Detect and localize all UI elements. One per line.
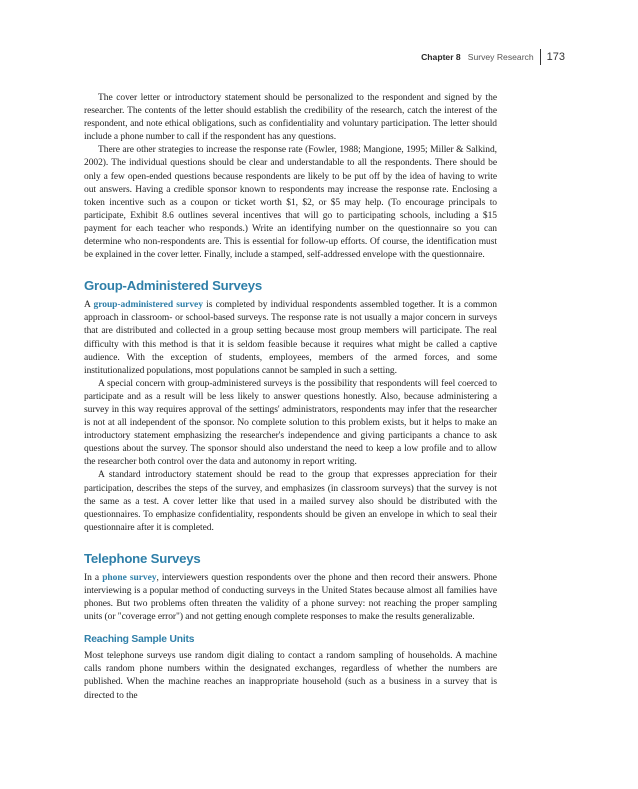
term-phone-survey: phone survey: [102, 572, 157, 583]
group-paragraph-2: A special concern with group-administered surveys is the possibility that respondents will feel coerced to participate and as a result will be less likely to answer questions honestly. Also, because administering a survey in this way requires approval of the settings' administrators, respondents may infer that the researcher is not at all independent of the sponsor. No complete solution to this problem exists, but it helps to make an introductory statement emphasizing the researcher's independence and giving participants a chance to ask questions about the survey. The sponsor should also understand the need to keep a low profile and to allow the researcher both control over the data and autonomy in report writing.: [84, 378, 497, 468]
group-paragraph-3: A standard introductory statement should be read to the group that expresses appreciation for their participation, describes the steps of the survey, and emphasizes (in classroom surveys) that the survey is not the same as a test. A cover letter like that used in a mailed survey also should be distributed with the questionnaires. To emphasize confidentiality, respondents should be given an envelope in which to seal their questionnaire after it is completed.: [84, 470, 497, 533]
group-paragraph-1-lead: A: [84, 300, 94, 311]
term-group-administered-survey: group-administered survey: [93, 300, 203, 311]
telephone-paragraph-1-lead: In a: [84, 572, 103, 583]
telephone-paragraph-2: Most telephone surveys use random digit dialing to contact a random sampling of households. A machine calls random phone numbers within the designated exchanges, regardless of whether the numbers are published. When the machine reaches an inappropriate household (such as a business in a survey that is directed to the: [84, 651, 497, 701]
heading-group-administered-surveys: Group-Administered Surveys: [84, 278, 263, 294]
subheading-reaching-sample-units: Reaching Sample Units: [84, 634, 195, 646]
telephone-paragraph-1-rest: , interviewers question respondents over the phone and then record their answers. Phone interviewing is a popular method of conducting surveys in the United States because almost all families have phones. But two problems often threaten the validity of a phone survey: not reaching the proper sampling units (or "coverage error") and not getting enough complete responses to make the results generalizable.: [84, 572, 497, 623]
running-head: [421, 49, 565, 65]
header-divider: [540, 49, 541, 65]
telephone-paragraph-1: [84, 572, 497, 624]
heading-telephone-surveys: Telephone Surveys: [84, 550, 201, 566]
page-body: [84, 92, 497, 703]
page-number: 173: [546, 51, 565, 63]
intro-paragraph-2: There are other strategies to increase the response rate (Fowler, 1988; Mangione, 1995; Miller & Salkind, 2002). The individual questions should be clear and understandable to all the respondents. There should be only a few open-ended questions because respondents are likely to be put off by the idea of having to write out answers. Having a credible sponsor known to respondents may increase the response rate. Enclosing a token incentive such as a coupon or ticket worth $1, $2, or $5 may help. (To encourage principals to participate, Exhibit 8.6 outlines several incentives that will go to participating schools, including a $15 payment for each teacher who responds.) Write an identifying number on the questionnaire so you can determine who non-respondents are. This is essential for follow-up efforts. Of course, the identification must be explained in the cover letter. Finally, include a stamped, self-addressed envelope with the questionnaire.: [84, 145, 497, 261]
group-paragraph-1: [84, 299, 497, 378]
group-paragraph-1-rest: is completed by individual respondents assembled together. It is a common approach in classroom- or school-based surveys. The response rate is not usually a major concern in surveys that are distributed and collected in a group setting because most group members will participate. The real difficulty with this method is that it is seldom feasible because it requires what might be called a captive audience. With the exception of students, employees, members of the armed forces, and some institutionalized populations, most populations cannot be sampled in such a setting.: [84, 300, 497, 376]
section-title: Survey Research: [467, 52, 534, 62]
intro-paragraph-1: The cover letter or introductory statement should be personalized to the respondent and signed by the researcher. The contents of the letter should establish the credibility of the research, catch the interest of the respondent, and note ethical obligations, such as confidentiality and voluntary participation. The letter should include a phone number to call if the respondent has any questions.: [84, 93, 497, 143]
chapter-label: Chapter 8: [421, 52, 461, 62]
